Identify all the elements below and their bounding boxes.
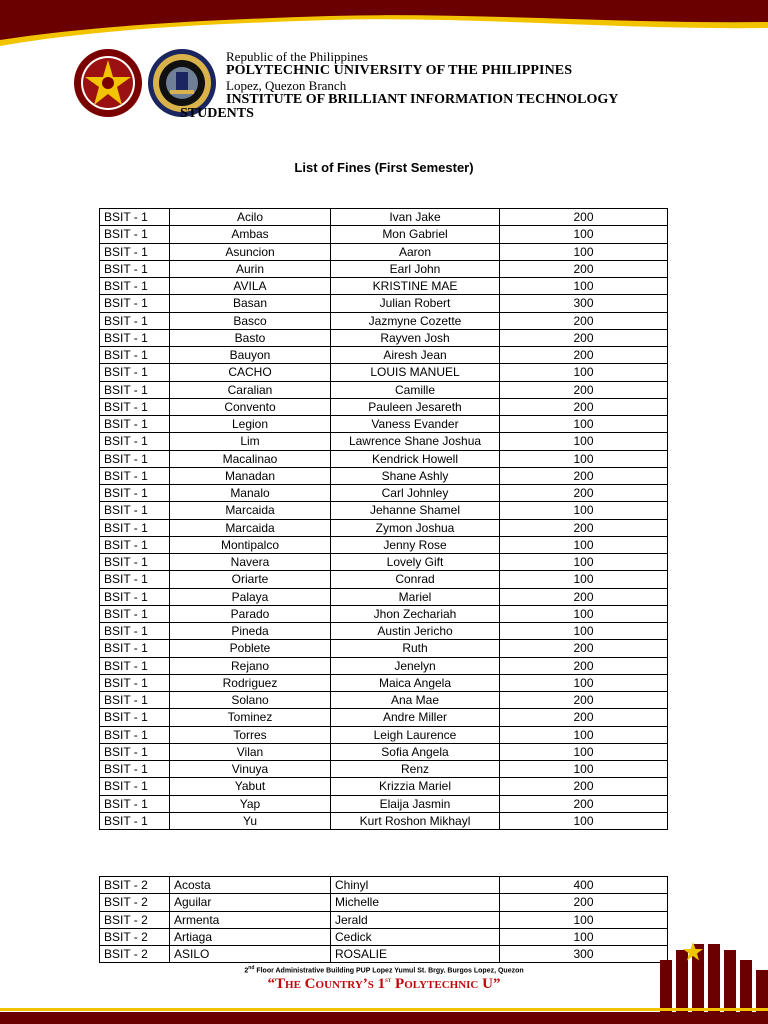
fine-amount-cell: 200 — [500, 588, 668, 605]
last-name-cell: Aurin — [170, 260, 331, 277]
fine-amount-cell: 200 — [500, 260, 668, 277]
table-row — [100, 877, 668, 894]
last-name-cell: Acosta — [170, 877, 331, 894]
last-name-cell: Lim — [170, 433, 331, 450]
section-cell: BSIT - 1 — [100, 381, 170, 398]
first-name-cell: Kurt Roshon Mikhayl — [331, 812, 500, 829]
table-row — [100, 295, 668, 312]
section-cell: BSIT - 1 — [100, 554, 170, 571]
table-row — [100, 485, 668, 502]
first-name-cell: Airesh Jean — [331, 347, 500, 364]
section-cell: BSIT - 1 — [100, 433, 170, 450]
fine-amount-cell: 200 — [500, 209, 668, 226]
last-name-cell: Armenta — [170, 911, 331, 928]
first-name-cell: Jehanne Shamel — [331, 502, 500, 519]
section-cell: BSIT - 1 — [100, 450, 170, 467]
table-row — [100, 226, 668, 243]
section-cell: BSIT - 1 — [100, 347, 170, 364]
last-name-cell: Pineda — [170, 623, 331, 640]
pillar-star-emblem — [660, 930, 768, 1012]
section-cell: BSIT - 1 — [100, 416, 170, 433]
fine-amount-cell: 200 — [500, 519, 668, 536]
section-cell: BSIT - 1 — [100, 640, 170, 657]
section-cell: BSIT - 1 — [100, 657, 170, 674]
fine-amount-cell: 200 — [500, 398, 668, 415]
table-row — [100, 243, 668, 260]
first-name-cell: Jerald — [331, 911, 500, 928]
table-row — [100, 928, 668, 945]
first-name-cell: Leigh Laurence — [331, 726, 500, 743]
last-name-cell: Aguilar — [170, 894, 331, 911]
fine-amount-cell: 200 — [500, 467, 668, 484]
first-name-cell: Jhon Zechariah — [331, 605, 500, 622]
first-name-cell: Camille — [331, 381, 500, 398]
fine-amount-cell: 200 — [500, 347, 668, 364]
last-name-cell: Yap — [170, 795, 331, 812]
table-row — [100, 312, 668, 329]
first-name-cell: ROSALIE — [331, 946, 500, 963]
last-name-cell: Yabut — [170, 778, 331, 795]
first-name-cell: Carl Johnley — [331, 485, 500, 502]
last-name-cell: Basan — [170, 295, 331, 312]
fine-amount-cell: 200 — [500, 657, 668, 674]
table-row — [100, 623, 668, 640]
last-name-cell: Asuncion — [170, 243, 331, 260]
last-name-cell: Acilo — [170, 209, 331, 226]
first-name-cell: Andre Miller — [331, 709, 500, 726]
table-row — [100, 911, 668, 928]
header-republic: Republic of the Philippines — [226, 49, 368, 64]
fine-amount-cell: 300 — [500, 946, 668, 963]
table-row — [100, 743, 668, 760]
first-name-cell: Ana Mae — [331, 692, 500, 709]
table-row — [100, 692, 668, 709]
section-cell: BSIT - 1 — [100, 243, 170, 260]
last-name-cell: Macalinao — [170, 450, 331, 467]
fine-amount-cell: 100 — [500, 278, 668, 295]
table-row — [100, 433, 668, 450]
bottom-gold-stripe — [0, 1008, 768, 1011]
last-name-cell: ASILO — [170, 946, 331, 963]
table-row — [100, 812, 668, 829]
last-name-cell: Poblete — [170, 640, 331, 657]
first-name-cell: Rayven Josh — [331, 329, 500, 346]
last-name-cell: Tominez — [170, 709, 331, 726]
section-cell: BSIT - 1 — [100, 605, 170, 622]
pup-seal-logo — [73, 48, 143, 118]
header-institute: INSTITUTE OF BRILLIANT INFORMATION TECHNOLOGY — [226, 92, 619, 107]
first-name-cell: Jazmyne Cozette — [331, 312, 500, 329]
first-name-cell: Julian Robert — [331, 295, 500, 312]
section-cell: BSIT - 1 — [100, 812, 170, 829]
fines-table-bsit-2 — [99, 876, 668, 963]
section-cell: BSIT - 2 — [100, 928, 170, 945]
table-row — [100, 894, 668, 911]
first-name-cell: Cedick — [331, 928, 500, 945]
table-row — [100, 761, 668, 778]
table-row — [100, 260, 668, 277]
first-name-cell: Elaija Jasmin — [331, 795, 500, 812]
section-cell: BSIT - 1 — [100, 502, 170, 519]
section-cell: BSIT - 1 — [100, 536, 170, 553]
section-cell: BSIT - 2 — [100, 946, 170, 963]
first-name-cell: Ruth — [331, 640, 500, 657]
fine-amount-cell: 100 — [500, 743, 668, 760]
fine-amount-cell: 100 — [500, 554, 668, 571]
last-name-cell: Ambas — [170, 226, 331, 243]
section-cell: BSIT - 1 — [100, 519, 170, 536]
fine-amount-cell: 100 — [500, 416, 668, 433]
last-name-cell: Rodriguez — [170, 674, 331, 691]
table-row — [100, 329, 668, 346]
section-cell: BSIT - 1 — [100, 743, 170, 760]
first-name-cell: Maica Angela — [331, 674, 500, 691]
last-name-cell: Bauyon — [170, 347, 331, 364]
fine-amount-cell: 100 — [500, 911, 668, 928]
last-name-cell: Manadan — [170, 467, 331, 484]
section-cell: BSIT - 1 — [100, 692, 170, 709]
fines-table-bsit-1 — [99, 208, 668, 830]
table-row — [100, 450, 668, 467]
table-row — [100, 347, 668, 364]
first-name-cell: Mariel — [331, 588, 500, 605]
header-university: POLYTECHNIC UNIVERSITY OF THE PHILIPPINES — [226, 63, 573, 78]
fine-amount-cell: 100 — [500, 674, 668, 691]
table-row — [100, 519, 668, 536]
first-name-cell: Jenelyn — [331, 657, 500, 674]
fine-amount-cell: 100 — [500, 433, 668, 450]
first-name-cell: Zymon Joshua — [331, 519, 500, 536]
table-row — [100, 640, 668, 657]
first-name-cell: Conrad — [331, 571, 500, 588]
fine-amount-cell: 200 — [500, 485, 668, 502]
last-name-cell: Marcaida — [170, 519, 331, 536]
fine-amount-cell: 100 — [500, 502, 668, 519]
section-cell: BSIT - 1 — [100, 571, 170, 588]
section-cell: BSIT - 1 — [100, 709, 170, 726]
fine-amount-cell: 100 — [500, 450, 668, 467]
first-name-cell: Lawrence Shane Joshua — [331, 433, 500, 450]
fine-amount-cell: 200 — [500, 778, 668, 795]
last-name-cell: Caralian — [170, 381, 331, 398]
table-row — [100, 381, 668, 398]
last-name-cell: Basto — [170, 329, 331, 346]
fine-amount-cell: 100 — [500, 761, 668, 778]
table-row — [100, 657, 668, 674]
fine-amount-cell: 200 — [500, 381, 668, 398]
last-name-cell: CACHO — [170, 364, 331, 381]
first-name-cell: Jenny Rose — [331, 536, 500, 553]
fine-amount-cell: 100 — [500, 243, 668, 260]
table-row — [100, 588, 668, 605]
header-institute-cont: STUDENTS — [180, 106, 254, 121]
first-name-cell: LOUIS MANUEL — [331, 364, 500, 381]
table-row — [100, 364, 668, 381]
section-cell: BSIT - 1 — [100, 329, 170, 346]
table-row — [100, 709, 668, 726]
table-row — [100, 554, 668, 571]
first-name-cell: Ivan Jake — [331, 209, 500, 226]
last-name-cell: Convento — [170, 398, 331, 415]
last-name-cell: Artiaga — [170, 928, 331, 945]
section-cell: BSIT - 1 — [100, 726, 170, 743]
last-name-cell: Oriarte — [170, 571, 331, 588]
fine-amount-cell: 400 — [500, 877, 668, 894]
last-name-cell: Manalo — [170, 485, 331, 502]
fine-amount-cell: 100 — [500, 812, 668, 829]
last-name-cell: Montipalco — [170, 536, 331, 553]
first-name-cell: Austin Jericho — [331, 623, 500, 640]
section-cell: BSIT - 1 — [100, 278, 170, 295]
last-name-cell: Yu — [170, 812, 331, 829]
fine-amount-cell: 100 — [500, 623, 668, 640]
first-name-cell: Mon Gabriel — [331, 226, 500, 243]
fine-amount-cell: 100 — [500, 536, 668, 553]
table-row — [100, 571, 668, 588]
fine-amount-cell: 200 — [500, 894, 668, 911]
table-row — [100, 946, 668, 963]
last-name-cell: Parado — [170, 605, 331, 622]
first-name-cell: Chinyl — [331, 877, 500, 894]
section-cell: BSIT - 1 — [100, 312, 170, 329]
section-cell: BSIT - 2 — [100, 877, 170, 894]
table-row — [100, 209, 668, 226]
section-cell: BSIT - 2 — [100, 911, 170, 928]
section-cell: BSIT - 1 — [100, 778, 170, 795]
fine-amount-cell: 200 — [500, 329, 668, 346]
last-name-cell: Basco — [170, 312, 331, 329]
first-name-cell: Lovely Gift — [331, 554, 500, 571]
last-name-cell: Vilan — [170, 743, 331, 760]
table-row — [100, 726, 668, 743]
first-name-cell: Earl John — [331, 260, 500, 277]
footer-address: 2nd Floor Administrative Building PUP Lopez Yumul St. Brgy. Burgos Lopez, Quezon — [244, 965, 524, 975]
section-cell: BSIT - 1 — [100, 398, 170, 415]
section-cell: BSIT - 1 — [100, 226, 170, 243]
fine-amount-cell: 100 — [500, 571, 668, 588]
fine-amount-cell: 100 — [500, 226, 668, 243]
first-name-cell: Vaness Evander — [331, 416, 500, 433]
last-name-cell: Vinuya — [170, 761, 331, 778]
last-name-cell: Navera — [170, 554, 331, 571]
fine-amount-cell: 200 — [500, 795, 668, 812]
first-name-cell: Shane Ashly — [331, 467, 500, 484]
first-name-cell: KRISTINE MAE — [331, 278, 500, 295]
section-cell: BSIT - 1 — [100, 260, 170, 277]
section-cell: BSIT - 1 — [100, 467, 170, 484]
first-name-cell: Kendrick Howell — [331, 450, 500, 467]
fine-amount-cell: 200 — [500, 692, 668, 709]
fine-amount-cell: 100 — [500, 364, 668, 381]
table-row — [100, 536, 668, 553]
table-row — [100, 605, 668, 622]
section-cell: BSIT - 1 — [100, 485, 170, 502]
first-name-cell: Krizzia Mariel — [331, 778, 500, 795]
fine-amount-cell: 200 — [500, 640, 668, 657]
last-name-cell: Torres — [170, 726, 331, 743]
table-row — [100, 467, 668, 484]
footer-slogan: “The Country’s 1st Polytechnic U” — [267, 976, 501, 992]
first-name-cell: Aaron — [331, 243, 500, 260]
fine-amount-cell: 200 — [500, 709, 668, 726]
section-cell: BSIT - 1 — [100, 295, 170, 312]
bottom-maroon-band — [0, 1012, 768, 1024]
last-name-cell: Solano — [170, 692, 331, 709]
fine-amount-cell: 200 — [500, 312, 668, 329]
section-cell: BSIT - 1 — [100, 588, 170, 605]
first-name-cell: Pauleen Jesareth — [331, 398, 500, 415]
header-branch: Lopez, Quezon Branch — [226, 78, 347, 93]
last-name-cell: Legion — [170, 416, 331, 433]
last-name-cell: AVILA — [170, 278, 331, 295]
section-cell: BSIT - 1 — [100, 674, 170, 691]
table-row — [100, 795, 668, 812]
section-cell: BSIT - 1 — [100, 761, 170, 778]
first-name-cell: Sofia Angela — [331, 743, 500, 760]
document-title: List of Fines (First Semester) — [294, 160, 474, 175]
table-row — [100, 502, 668, 519]
fine-amount-cell: 100 — [500, 928, 668, 945]
section-cell: BSIT - 1 — [100, 209, 170, 226]
table-row — [100, 398, 668, 415]
fine-amount-cell: 100 — [500, 605, 668, 622]
last-name-cell: Marcaida — [170, 502, 331, 519]
section-cell: BSIT - 1 — [100, 364, 170, 381]
first-name-cell: Michelle — [331, 894, 500, 911]
first-name-cell: Renz — [331, 761, 500, 778]
table-row — [100, 674, 668, 691]
table-row — [100, 416, 668, 433]
section-cell: BSIT - 1 — [100, 795, 170, 812]
last-name-cell: Rejano — [170, 657, 331, 674]
section-cell: BSIT - 2 — [100, 894, 170, 911]
last-name-cell: Palaya — [170, 588, 331, 605]
table-row — [100, 778, 668, 795]
table-row — [100, 278, 668, 295]
fine-amount-cell: 100 — [500, 726, 668, 743]
section-cell: BSIT - 1 — [100, 623, 170, 640]
fine-amount-cell: 300 — [500, 295, 668, 312]
